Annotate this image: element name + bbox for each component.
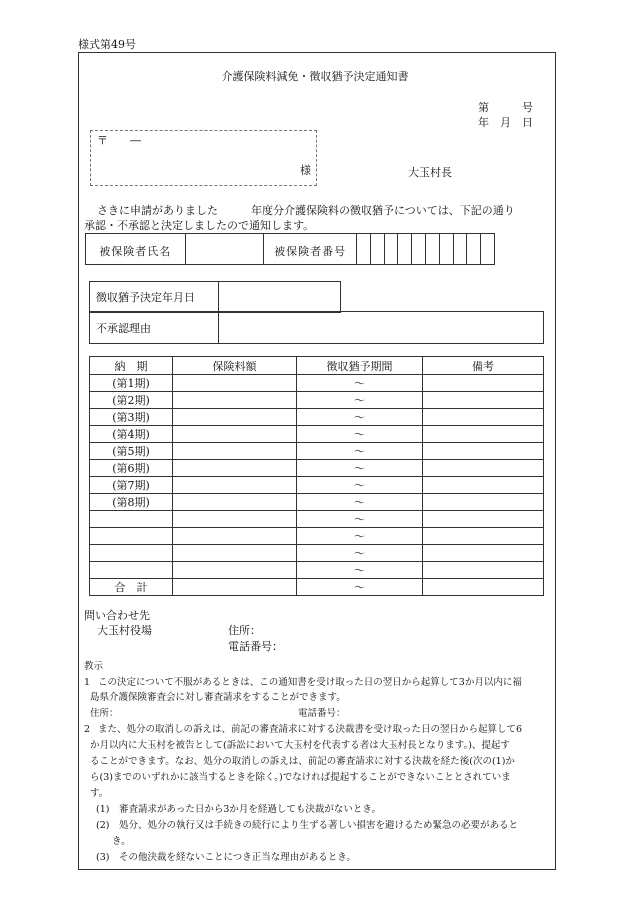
contact-office: 大玉村役場: [97, 624, 152, 637]
remarks-cell[interactable]: [423, 494, 544, 511]
reason-table: [89, 311, 544, 344]
insured-number-label: 被保険者番号: [264, 234, 357, 265]
total-deferral-period-cell[interactable]: ～: [297, 579, 423, 596]
table-row: [90, 562, 544, 579]
document-title: 介護保険料減免・徴収猶予決定通知書: [221, 70, 409, 83]
amount-cell[interactable]: [173, 426, 297, 443]
instruction-1-number: 1: [84, 677, 91, 688]
table-row: [90, 375, 544, 392]
insured-number-digit[interactable]: [357, 234, 371, 265]
document-date: 年 月 日: [478, 116, 533, 129]
instruction-sub-3: (3) その他決裁を経ないことにつき正当な理由があるとき。: [96, 852, 356, 863]
column-header-amount: 保険料額: [173, 357, 297, 375]
insured-number-digit[interactable]: [425, 234, 439, 265]
deferral-period-cell[interactable]: ～: [297, 511, 423, 528]
table-row: [90, 443, 544, 460]
amount-cell[interactable]: [173, 392, 297, 409]
period-cell[interactable]: [90, 562, 173, 579]
column-header-deferral-period: 徴収猶予期間: [297, 357, 423, 375]
insured-number-digit[interactable]: [398, 234, 412, 265]
insured-name-label: 被保険者氏名: [86, 234, 186, 265]
postal-code-mark: 〒 ―: [97, 134, 141, 147]
remarks-cell[interactable]: [423, 460, 544, 477]
insured-number-digit[interactable]: [453, 234, 467, 265]
total-amount-cell[interactable]: [173, 579, 297, 596]
decision-date-field[interactable]: [219, 282, 341, 313]
deferral-period-cell[interactable]: ～: [297, 443, 423, 460]
total-row: [90, 579, 544, 596]
period-cell: (第1期): [90, 375, 173, 392]
instruction-sub-1: (1) 審査請求があった日から3か月を経過しても決裁がないとき。: [96, 804, 382, 815]
remarks-cell[interactable]: [423, 409, 544, 426]
table-row: [90, 392, 544, 409]
addressee-suffix: 様: [300, 164, 311, 177]
table-row: [90, 545, 544, 562]
contact-phone-label: 電話番号：: [228, 640, 283, 653]
instruction-2-number: 2: [84, 724, 91, 735]
table-row: [90, 511, 544, 528]
remarks-cell[interactable]: [423, 528, 544, 545]
period-cell: (第4期): [90, 426, 173, 443]
remarks-cell[interactable]: [423, 477, 544, 494]
remarks-cell[interactable]: [423, 545, 544, 562]
insured-number-digit[interactable]: [412, 234, 426, 265]
instruction-sub-2-line-2: き。: [112, 836, 131, 847]
amount-cell[interactable]: [173, 511, 297, 528]
deferral-period-cell[interactable]: ～: [297, 528, 423, 545]
rejection-reason-label: 不承認理由: [90, 312, 219, 344]
total-remarks-cell[interactable]: [423, 579, 544, 596]
instruction-2-line-3: ることができます。なお、処分の取消しの訴えは、前記の審査請求に対する決裁を経た後(次の(1)か: [90, 756, 515, 767]
amount-cell[interactable]: [173, 562, 297, 579]
instruction-1-phone: 電話番号：: [298, 708, 346, 719]
insured-number-digit[interactable]: [370, 234, 384, 265]
period-cell: (第7期): [90, 477, 173, 494]
period-cell[interactable]: [90, 528, 173, 545]
deferral-period-cell[interactable]: ～: [297, 562, 423, 579]
table-row: [90, 409, 544, 426]
deferral-period-cell[interactable]: ～: [297, 409, 423, 426]
insured-number-digit[interactable]: [439, 234, 453, 265]
document-number: 第 号: [478, 101, 533, 114]
amount-cell[interactable]: [173, 494, 297, 511]
rejection-reason-field[interactable]: [219, 312, 544, 344]
instruction-2-line-2: か月以内に大玉村を被告として(訴訟において大玉村を代表する者は大玉村長となります。)、提起す: [90, 740, 510, 751]
instruction-2-line-1: また、処分の取消しの訴えは、前記の審査請求に対する決裁書を受け取った日の翌日から起算して6: [98, 724, 523, 735]
period-cell: (第5期): [90, 443, 173, 460]
deferral-period-cell[interactable]: ～: [297, 392, 423, 409]
amount-cell[interactable]: [173, 528, 297, 545]
instruction-sub-2-line-1: (2) 処分、処分の執行又は手続きの続行により生ずる著しい損害を避けるため緊急の必要があると: [96, 820, 518, 831]
column-header-remarks: 備考: [423, 357, 544, 375]
deferral-period-cell[interactable]: ～: [297, 375, 423, 392]
deferral-period-cell[interactable]: ～: [297, 426, 423, 443]
deferral-period-cell[interactable]: ～: [297, 460, 423, 477]
form-number: 様式第49号: [78, 38, 136, 51]
contact-address-label: 住所：: [228, 624, 261, 637]
amount-cell[interactable]: [173, 409, 297, 426]
instruction-1-line-1: この決定について不服があるときは、この通知書を受け取った日の翌日から起算して3か月以内に福: [98, 677, 522, 688]
total-label: 合 計: [90, 579, 173, 596]
amount-cell[interactable]: [173, 477, 297, 494]
deferral-period-cell[interactable]: ～: [297, 477, 423, 494]
column-header-period: 納 期: [90, 357, 173, 375]
period-cell: (第2期): [90, 392, 173, 409]
deferral-period-cell[interactable]: ～: [297, 494, 423, 511]
decision-date-label: 徴収猶予決定年月日: [90, 282, 219, 313]
deferral-period-cell[interactable]: ～: [297, 545, 423, 562]
period-cell: (第8期): [90, 494, 173, 511]
table-row: [90, 460, 544, 477]
amount-cell[interactable]: [173, 443, 297, 460]
period-cell: (第3期): [90, 409, 173, 426]
instruction-2-line-5: す。: [90, 788, 109, 799]
decision-date-table: [89, 281, 341, 313]
period-cell[interactable]: [90, 511, 173, 528]
payment-schedule-table: [89, 356, 544, 596]
period-cell[interactable]: [90, 545, 173, 562]
table-row: [90, 426, 544, 443]
amount-cell[interactable]: [173, 375, 297, 392]
remarks-cell[interactable]: [423, 392, 544, 409]
amount-cell[interactable]: [173, 460, 297, 477]
table-row: [90, 494, 544, 511]
instruction-2-line-4: ら(3)までのいずれかに該当するときを除く。)でなければ提起することができないこととされていま: [90, 772, 511, 783]
period-cell: (第6期): [90, 460, 173, 477]
remarks-cell[interactable]: [423, 562, 544, 579]
remarks-cell[interactable]: [423, 443, 544, 460]
table-row: [90, 528, 544, 545]
remarks-cell[interactable]: [423, 375, 544, 392]
remarks-cell[interactable]: [423, 511, 544, 528]
insured-number-digit[interactable]: [481, 234, 495, 265]
insured-name-field[interactable]: [185, 234, 264, 265]
intro-line-2: 承認・不承認と決定しましたので通知します。: [84, 219, 315, 232]
insured-number-digit[interactable]: [467, 234, 481, 265]
issuer-name: 大玉村長: [408, 166, 452, 179]
insured-info-table: [85, 233, 495, 265]
instruction-1-line-2: 島県介護保険審査会に対し審査請求をすることができます。: [90, 692, 346, 703]
insured-number-digit[interactable]: [384, 234, 398, 265]
amount-cell[interactable]: [173, 545, 297, 562]
instructions-heading: 教示: [84, 661, 104, 672]
contact-heading: 問い合わせ先: [84, 609, 150, 622]
intro-line-1: さきに申請がありました 年度分介護保険料の徴収猶予については、下記の通り: [97, 204, 515, 217]
table-row: [90, 477, 544, 494]
instruction-1-address: 住所：: [90, 708, 119, 719]
remarks-cell[interactable]: [423, 426, 544, 443]
